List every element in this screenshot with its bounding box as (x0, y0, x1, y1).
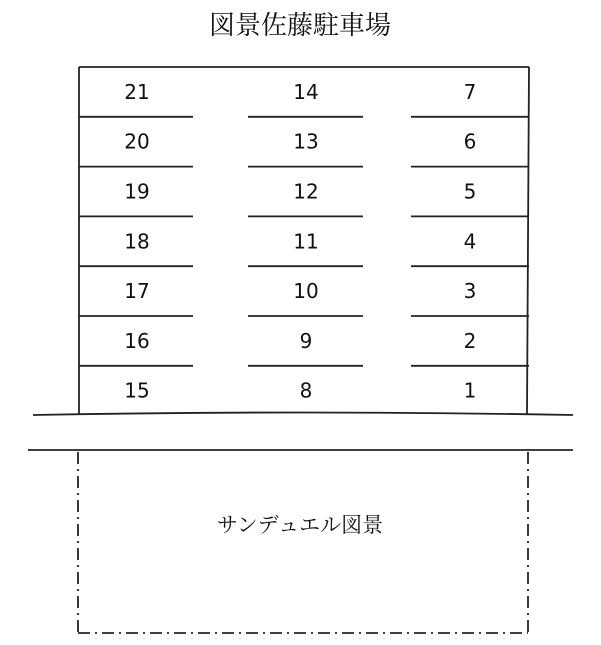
stall-number-8: 8 (299, 378, 313, 403)
building-label: サンデュエル図景 (216, 513, 384, 537)
stall-number-6: 6 (463, 129, 477, 154)
stall-number-4: 4 (463, 229, 477, 254)
stall-number-21: 21 (124, 79, 150, 104)
stall-number-18: 18 (124, 229, 150, 254)
stall-number-15: 15 (124, 378, 150, 403)
stall-number-13: 13 (293, 129, 319, 154)
stall-number-5: 5 (463, 179, 477, 204)
parking-stalls (124, 80, 476, 403)
road-edge-top (33, 413, 573, 416)
stall-number-7: 7 (463, 79, 477, 104)
stall-number-14: 14 (293, 79, 319, 104)
lot-right-wall (527, 67, 529, 414)
stall-number-3: 3 (463, 279, 477, 304)
stall-number-16: 16 (124, 328, 150, 353)
stall-number-11: 11 (293, 229, 319, 254)
building-outline (78, 452, 528, 633)
stall-number-2: 2 (463, 328, 477, 353)
stall-number-1: 1 (463, 378, 477, 403)
stall-number-12: 12 (293, 179, 319, 204)
stall-number-9: 9 (299, 328, 313, 353)
stall-number-20: 20 (124, 129, 150, 154)
stall-number-17: 17 (124, 279, 150, 304)
stall-number-19: 19 (124, 179, 150, 204)
stall-number-10: 10 (293, 279, 319, 304)
diagram-title: 図景佐藤駐車場 (208, 11, 392, 41)
